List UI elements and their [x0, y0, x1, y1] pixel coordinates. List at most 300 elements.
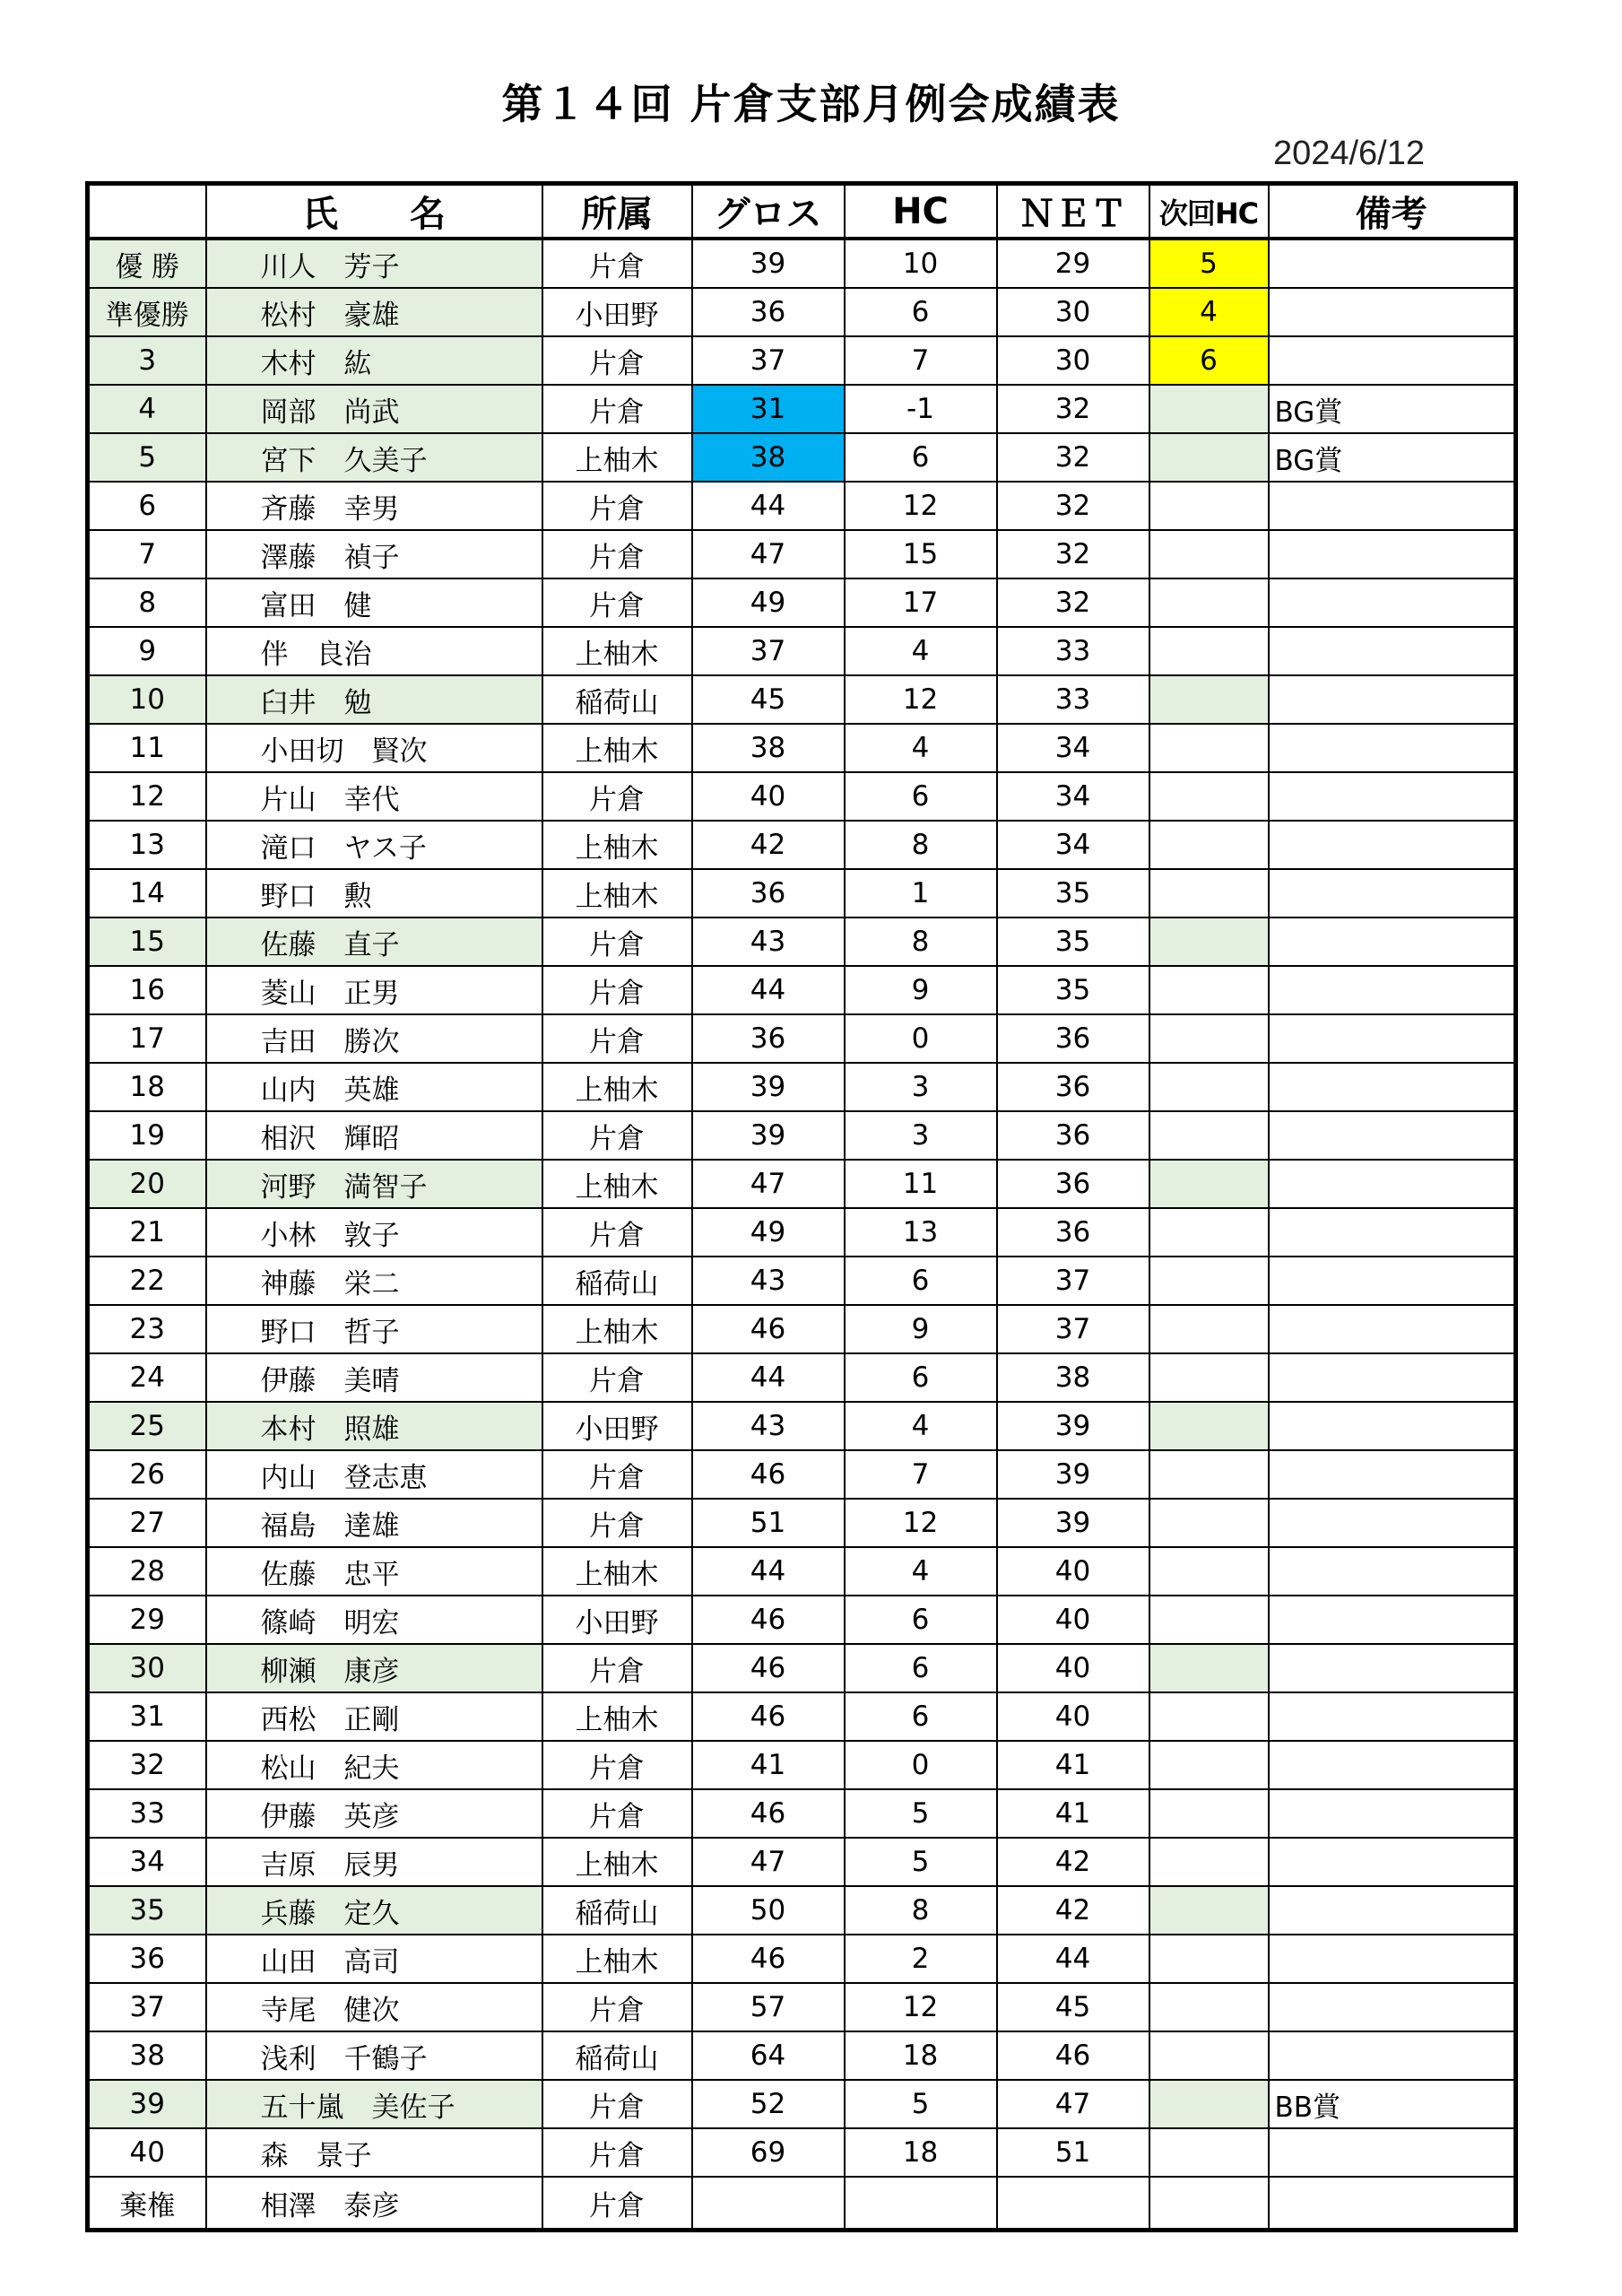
rank-cell: 21	[88, 1208, 206, 1257]
net-cell: 41	[997, 1789, 1149, 1838]
name-cell: 野口 哲子	[206, 1305, 542, 1353]
net-cell: 40	[997, 1547, 1149, 1596]
rank-cell: 棄権	[88, 2177, 206, 2231]
gross-cell: 43	[692, 918, 845, 966]
club-cell: 上柚木	[542, 869, 692, 918]
club-cell: 片倉	[542, 772, 692, 821]
club-cell: 片倉	[542, 2177, 692, 2231]
remarks-cell	[1269, 1063, 1516, 1111]
rank-cell: 39	[88, 2080, 206, 2128]
hc-cell: 4	[845, 1402, 997, 1450]
remarks-cell	[1269, 1692, 1516, 1741]
hc-cell: 6	[845, 1353, 997, 1402]
hc-cell: 1	[845, 869, 997, 918]
rank-cell: 19	[88, 1111, 206, 1160]
hc-cell: 4	[845, 1547, 997, 1596]
net-cell: 39	[997, 1402, 1149, 1450]
header-row	[88, 184, 1516, 239]
net-cell: 34	[997, 724, 1149, 772]
rank-cell: 15	[88, 918, 206, 966]
club-cell: 片倉	[542, 1789, 692, 1838]
next-hc-cell	[1149, 385, 1269, 433]
gross-cell: 46	[692, 1305, 845, 1353]
hc-cell: 6	[845, 1596, 997, 1644]
remarks-cell	[1269, 1499, 1516, 1547]
hc-cell: 17	[845, 578, 997, 627]
gross-cell: 44	[692, 966, 845, 1014]
club-cell: 小田野	[542, 1596, 692, 1644]
remarks-cell	[1269, 1789, 1516, 1838]
club-cell: 片倉	[542, 530, 692, 578]
table-row	[88, 869, 1516, 918]
club-cell: 稲荷山	[542, 2031, 692, 2080]
rank-cell: 22	[88, 1257, 206, 1305]
gross-cell: 36	[692, 1014, 845, 1063]
hc-cell: 6	[845, 1692, 997, 1741]
next-hc-cell	[1149, 2080, 1269, 2128]
table-row	[88, 918, 1516, 966]
name-cell: 松村 豪雄	[206, 288, 542, 336]
gross-cell: 36	[692, 288, 845, 336]
gross-cell: 46	[692, 1644, 845, 1692]
hc-cell: 18	[845, 2128, 997, 2177]
rank-cell: 17	[88, 1014, 206, 1063]
gross-cell: 46	[692, 1692, 845, 1741]
net-cell: 29	[997, 239, 1149, 288]
name-cell: 滝口 ヤス子	[206, 821, 542, 869]
next-hc-cell	[1149, 1257, 1269, 1305]
net-cell: 34	[997, 772, 1149, 821]
table-row	[88, 1450, 1516, 1499]
name-cell: 佐藤 忠平	[206, 1547, 542, 1596]
net-cell: 32	[997, 530, 1149, 578]
header-gross: グロス	[692, 184, 845, 239]
next-hc-cell	[1149, 1644, 1269, 1692]
name-cell: 小林 敦子	[206, 1208, 542, 1257]
rank-cell: 16	[88, 966, 206, 1014]
next-hc-cell: 6	[1149, 336, 1269, 385]
table-row	[88, 2128, 1516, 2177]
header-net: ＮＥＴ	[997, 184, 1149, 239]
table-row	[88, 336, 1516, 385]
name-cell: 森 景子	[206, 2128, 542, 2177]
rank-cell: 11	[88, 724, 206, 772]
name-cell: 富田 健	[206, 578, 542, 627]
hc-cell: 6	[845, 1644, 997, 1692]
next-hc-cell	[1149, 1353, 1269, 1402]
net-cell: 36	[997, 1111, 1149, 1160]
hc-cell: 12	[845, 1983, 997, 2031]
hc-cell: 5	[845, 1838, 997, 1886]
gross-cell: 46	[692, 1596, 845, 1644]
remarks-cell	[1269, 2128, 1516, 2177]
remarks-cell	[1269, 288, 1516, 336]
remarks-cell	[1269, 1983, 1516, 2031]
next-hc-cell	[1149, 1063, 1269, 1111]
name-cell: 相沢 輝昭	[206, 1111, 542, 1160]
net-cell: 37	[997, 1257, 1149, 1305]
net-cell: 30	[997, 336, 1149, 385]
next-hc-cell	[1149, 918, 1269, 966]
name-cell: 伊藤 英彦	[206, 1789, 542, 1838]
remarks-cell	[1269, 772, 1516, 821]
hc-cell: 3	[845, 1063, 997, 1111]
name-cell: 佐藤 直子	[206, 918, 542, 966]
hc-cell: 2	[845, 1935, 997, 1983]
net-cell: 35	[997, 918, 1149, 966]
hc-cell: 4	[845, 627, 997, 675]
club-cell: 片倉	[542, 918, 692, 966]
next-hc-cell	[1149, 966, 1269, 1014]
table-row	[88, 385, 1516, 433]
gross-cell: 44	[692, 482, 845, 530]
hc-cell: 8	[845, 1886, 997, 1935]
rank-cell: 30	[88, 1644, 206, 1692]
table-row	[88, 578, 1516, 627]
next-hc-cell	[1149, 1838, 1269, 1886]
net-cell: 36	[997, 1014, 1149, 1063]
next-hc-cell	[1149, 1160, 1269, 1208]
next-hc-cell	[1149, 1499, 1269, 1547]
next-hc-cell	[1149, 1111, 1269, 1160]
name-cell: 浅利 千鶴子	[206, 2031, 542, 2080]
hc-cell: 12	[845, 675, 997, 724]
net-cell: 41	[997, 1741, 1149, 1789]
gross-cell: 36	[692, 869, 845, 918]
date-label: 2024/6/12	[1272, 135, 1425, 172]
net-cell: 33	[997, 675, 1149, 724]
hc-cell: 7	[845, 1450, 997, 1499]
gross-cell: 44	[692, 1353, 845, 1402]
table-row	[88, 1160, 1516, 1208]
gross-cell: 51	[692, 1499, 845, 1547]
remarks-cell	[1269, 1644, 1516, 1692]
name-cell: 西松 正剛	[206, 1692, 542, 1741]
club-cell: 上柚木	[542, 433, 692, 482]
club-cell: 片倉	[542, 966, 692, 1014]
hc-cell: 7	[845, 336, 997, 385]
net-cell: 51	[997, 2128, 1149, 2177]
gross-cell: 47	[692, 1160, 845, 1208]
hc-cell: 9	[845, 1305, 997, 1353]
table-row	[88, 1499, 1516, 1547]
rank-cell: 優 勝	[88, 239, 206, 288]
next-hc-cell	[1149, 1935, 1269, 1983]
remarks-cell	[1269, 1160, 1516, 1208]
gross-cell: 69	[692, 2128, 845, 2177]
net-cell: 32	[997, 433, 1149, 482]
gross-cell: 44	[692, 1547, 845, 1596]
table-row	[88, 1353, 1516, 1402]
next-hc-cell	[1149, 1305, 1269, 1353]
gross-cell: 47	[692, 530, 845, 578]
next-hc-cell	[1149, 627, 1269, 675]
gross-cell: 38	[692, 433, 845, 482]
rank-cell: 6	[88, 482, 206, 530]
next-hc-cell	[1149, 1741, 1269, 1789]
table-row	[88, 1789, 1516, 1838]
table-row	[88, 1838, 1516, 1886]
gross-cell: 47	[692, 1838, 845, 1886]
club-cell: 片倉	[542, 1208, 692, 1257]
remarks-cell	[1269, 1596, 1516, 1644]
remarks-cell	[1269, 627, 1516, 675]
rank-cell: 9	[88, 627, 206, 675]
hc-cell: 12	[845, 482, 997, 530]
net-cell: 37	[997, 1305, 1149, 1353]
name-cell: 内山 登志恵	[206, 1450, 542, 1499]
rank-cell: 27	[88, 1499, 206, 1547]
club-cell: 片倉	[542, 2080, 692, 2128]
hc-cell: 3	[845, 1111, 997, 1160]
remarks-cell	[1269, 1402, 1516, 1450]
club-cell: 片倉	[542, 1741, 692, 1789]
club-cell: 片倉	[542, 1499, 692, 1547]
table-row	[88, 675, 1516, 724]
rank-cell: 24	[88, 1353, 206, 1402]
rank-cell: 18	[88, 1063, 206, 1111]
gross-cell: 39	[692, 1063, 845, 1111]
remarks-cell	[1269, 1208, 1516, 1257]
next-hc-cell: 4	[1149, 288, 1269, 336]
name-cell: 寺尾 健次	[206, 1983, 542, 2031]
net-cell: 32	[997, 578, 1149, 627]
rank-cell: 23	[88, 1305, 206, 1353]
net-cell: 47	[997, 2080, 1149, 2128]
table-row	[88, 482, 1516, 530]
remarks-cell: BG賞	[1269, 433, 1516, 482]
net-cell: 44	[997, 1935, 1149, 1983]
table-row	[88, 1741, 1516, 1789]
hc-cell: 6	[845, 772, 997, 821]
name-cell: 柳瀬 康彦	[206, 1644, 542, 1692]
rank-cell: 10	[88, 675, 206, 724]
remarks-cell	[1269, 1547, 1516, 1596]
next-hc-cell	[1149, 1886, 1269, 1935]
club-cell: 片倉	[542, 1983, 692, 2031]
remarks-cell	[1269, 1886, 1516, 1935]
remarks-cell	[1269, 1741, 1516, 1789]
club-cell: 小田野	[542, 288, 692, 336]
remarks-cell	[1269, 1353, 1516, 1402]
table-row	[88, 772, 1516, 821]
club-cell: 上柚木	[542, 1692, 692, 1741]
club-cell: 上柚木	[542, 821, 692, 869]
net-cell: 46	[997, 2031, 1149, 2080]
hc-cell: 11	[845, 1160, 997, 1208]
remarks-cell	[1269, 2177, 1516, 2231]
header-name: 氏 名	[206, 184, 542, 239]
club-cell: 上柚木	[542, 1935, 692, 1983]
table-row	[88, 1547, 1516, 1596]
name-cell: 兵藤 定久	[206, 1886, 542, 1935]
hc-cell: 0	[845, 1741, 997, 1789]
rank-cell: 40	[88, 2128, 206, 2177]
remarks-cell	[1269, 1450, 1516, 1499]
club-cell: 稲荷山	[542, 1257, 692, 1305]
remarks-cell	[1269, 821, 1516, 869]
net-cell: 39	[997, 1450, 1149, 1499]
header-hc: HC	[845, 184, 997, 239]
table-row	[88, 724, 1516, 772]
next-hc-cell	[1149, 578, 1269, 627]
table-row	[88, 1014, 1516, 1063]
club-cell: 片倉	[542, 1450, 692, 1499]
remarks-cell	[1269, 239, 1516, 288]
rank-cell: 36	[88, 1935, 206, 1983]
name-cell: 小田切 賢次	[206, 724, 542, 772]
hc-cell: 8	[845, 918, 997, 966]
hc-cell: 0	[845, 1014, 997, 1063]
gross-cell: 57	[692, 1983, 845, 2031]
rank-cell: 28	[88, 1547, 206, 1596]
table-row	[88, 1257, 1516, 1305]
name-cell: 伴 良治	[206, 627, 542, 675]
table-row	[88, 1935, 1516, 1983]
gross-cell: 40	[692, 772, 845, 821]
club-cell: 上柚木	[542, 724, 692, 772]
gross-cell: 38	[692, 724, 845, 772]
rank-cell: 29	[88, 1596, 206, 1644]
next-hc-cell	[1149, 821, 1269, 869]
net-cell: 36	[997, 1063, 1149, 1111]
header-rank	[88, 184, 206, 239]
name-cell: 河野 満智子	[206, 1160, 542, 1208]
next-hc-cell	[1149, 1596, 1269, 1644]
next-hc-cell	[1149, 1692, 1269, 1741]
remarks-cell	[1269, 675, 1516, 724]
name-cell: 斉藤 幸男	[206, 482, 542, 530]
net-cell: 36	[997, 1160, 1149, 1208]
next-hc-cell	[1149, 1789, 1269, 1838]
hc-cell: 6	[845, 288, 997, 336]
next-hc-cell	[1149, 2031, 1269, 2080]
net-cell: 35	[997, 869, 1149, 918]
table-row	[88, 2080, 1516, 2128]
club-cell: 稲荷山	[542, 675, 692, 724]
hc-cell: -1	[845, 385, 997, 433]
name-cell: 片山 幸代	[206, 772, 542, 821]
gross-cell: 49	[692, 578, 845, 627]
next-hc-cell	[1149, 482, 1269, 530]
club-cell: 片倉	[542, 1353, 692, 1402]
gross-cell: 42	[692, 821, 845, 869]
header-club: 所属	[542, 184, 692, 239]
club-cell: 上柚木	[542, 1305, 692, 1353]
net-cell: 40	[997, 1692, 1149, 1741]
hc-cell: 5	[845, 2080, 997, 2128]
net-cell: 32	[997, 482, 1149, 530]
next-hc-cell	[1149, 1983, 1269, 2031]
table-row	[88, 627, 1516, 675]
next-hc-cell	[1149, 2128, 1269, 2177]
name-cell: 菱山 正男	[206, 966, 542, 1014]
club-cell: 上柚木	[542, 1063, 692, 1111]
header-next-hc: 次回HC	[1149, 184, 1269, 239]
rank-cell: 20	[88, 1160, 206, 1208]
rank-cell: 12	[88, 772, 206, 821]
remarks-cell	[1269, 1305, 1516, 1353]
rank-cell: 31	[88, 1692, 206, 1741]
remarks-cell	[1269, 1257, 1516, 1305]
next-hc-cell	[1149, 869, 1269, 918]
table-row	[88, 2177, 1516, 2231]
net-cell: 42	[997, 1838, 1149, 1886]
club-cell: 上柚木	[542, 1160, 692, 1208]
club-cell: 片倉	[542, 578, 692, 627]
next-hc-cell	[1149, 1014, 1269, 1063]
hc-cell: 18	[845, 2031, 997, 2080]
remarks-cell	[1269, 336, 1516, 385]
next-hc-cell	[1149, 530, 1269, 578]
rank-cell: 34	[88, 1838, 206, 1886]
gross-cell: 43	[692, 1257, 845, 1305]
remarks-cell	[1269, 918, 1516, 966]
name-cell: 山田 高司	[206, 1935, 542, 1983]
hc-cell: 5	[845, 1789, 997, 1838]
gross-cell: 46	[692, 1789, 845, 1838]
name-cell: 相澤 泰彦	[206, 2177, 542, 2231]
name-cell: 篠崎 明宏	[206, 1596, 542, 1644]
remarks-cell	[1269, 1838, 1516, 1886]
gross-cell: 50	[692, 1886, 845, 1935]
name-cell: 伊藤 美晴	[206, 1353, 542, 1402]
name-cell: 福島 達雄	[206, 1499, 542, 1547]
hc-cell: 9	[845, 966, 997, 1014]
name-cell: 川人 芳子	[206, 239, 542, 288]
name-cell: 吉原 辰男	[206, 1838, 542, 1886]
club-cell: 上柚木	[542, 1547, 692, 1596]
rank-cell: 37	[88, 1983, 206, 2031]
remarks-cell	[1269, 1014, 1516, 1063]
gross-cell: 46	[692, 1935, 845, 1983]
hc-cell: 4	[845, 724, 997, 772]
gross-cell: 45	[692, 675, 845, 724]
net-cell: 35	[997, 966, 1149, 1014]
club-cell: 片倉	[542, 1644, 692, 1692]
table-row	[88, 433, 1516, 482]
next-hc-cell	[1149, 1208, 1269, 1257]
results-table	[85, 181, 1518, 2232]
net-cell: 42	[997, 1886, 1149, 1935]
remarks-cell: BB賞	[1269, 2080, 1516, 2128]
remarks-cell: BG賞	[1269, 385, 1516, 433]
gross-cell: 37	[692, 627, 845, 675]
rank-cell: 13	[88, 821, 206, 869]
club-cell: 片倉	[542, 2128, 692, 2177]
table-row	[88, 1886, 1516, 1935]
gross-cell: 43	[692, 1402, 845, 1450]
remarks-cell	[1269, 724, 1516, 772]
table-row	[88, 1208, 1516, 1257]
net-cell: 34	[997, 821, 1149, 869]
hc-cell: 6	[845, 1257, 997, 1305]
name-cell: 野口 勲	[206, 869, 542, 918]
rank-cell: 25	[88, 1402, 206, 1450]
hc-cell	[845, 2177, 997, 2231]
name-cell: 宮下 久美子	[206, 433, 542, 482]
name-cell: 山内 英雄	[206, 1063, 542, 1111]
club-cell: 片倉	[542, 336, 692, 385]
table-row	[88, 1644, 1516, 1692]
rank-cell: 3	[88, 336, 206, 385]
next-hc-cell	[1149, 724, 1269, 772]
gross-cell: 46	[692, 1450, 845, 1499]
remarks-cell	[1269, 578, 1516, 627]
table-row	[88, 530, 1516, 578]
gross-cell: 39	[692, 239, 845, 288]
gross-cell: 31	[692, 385, 845, 433]
